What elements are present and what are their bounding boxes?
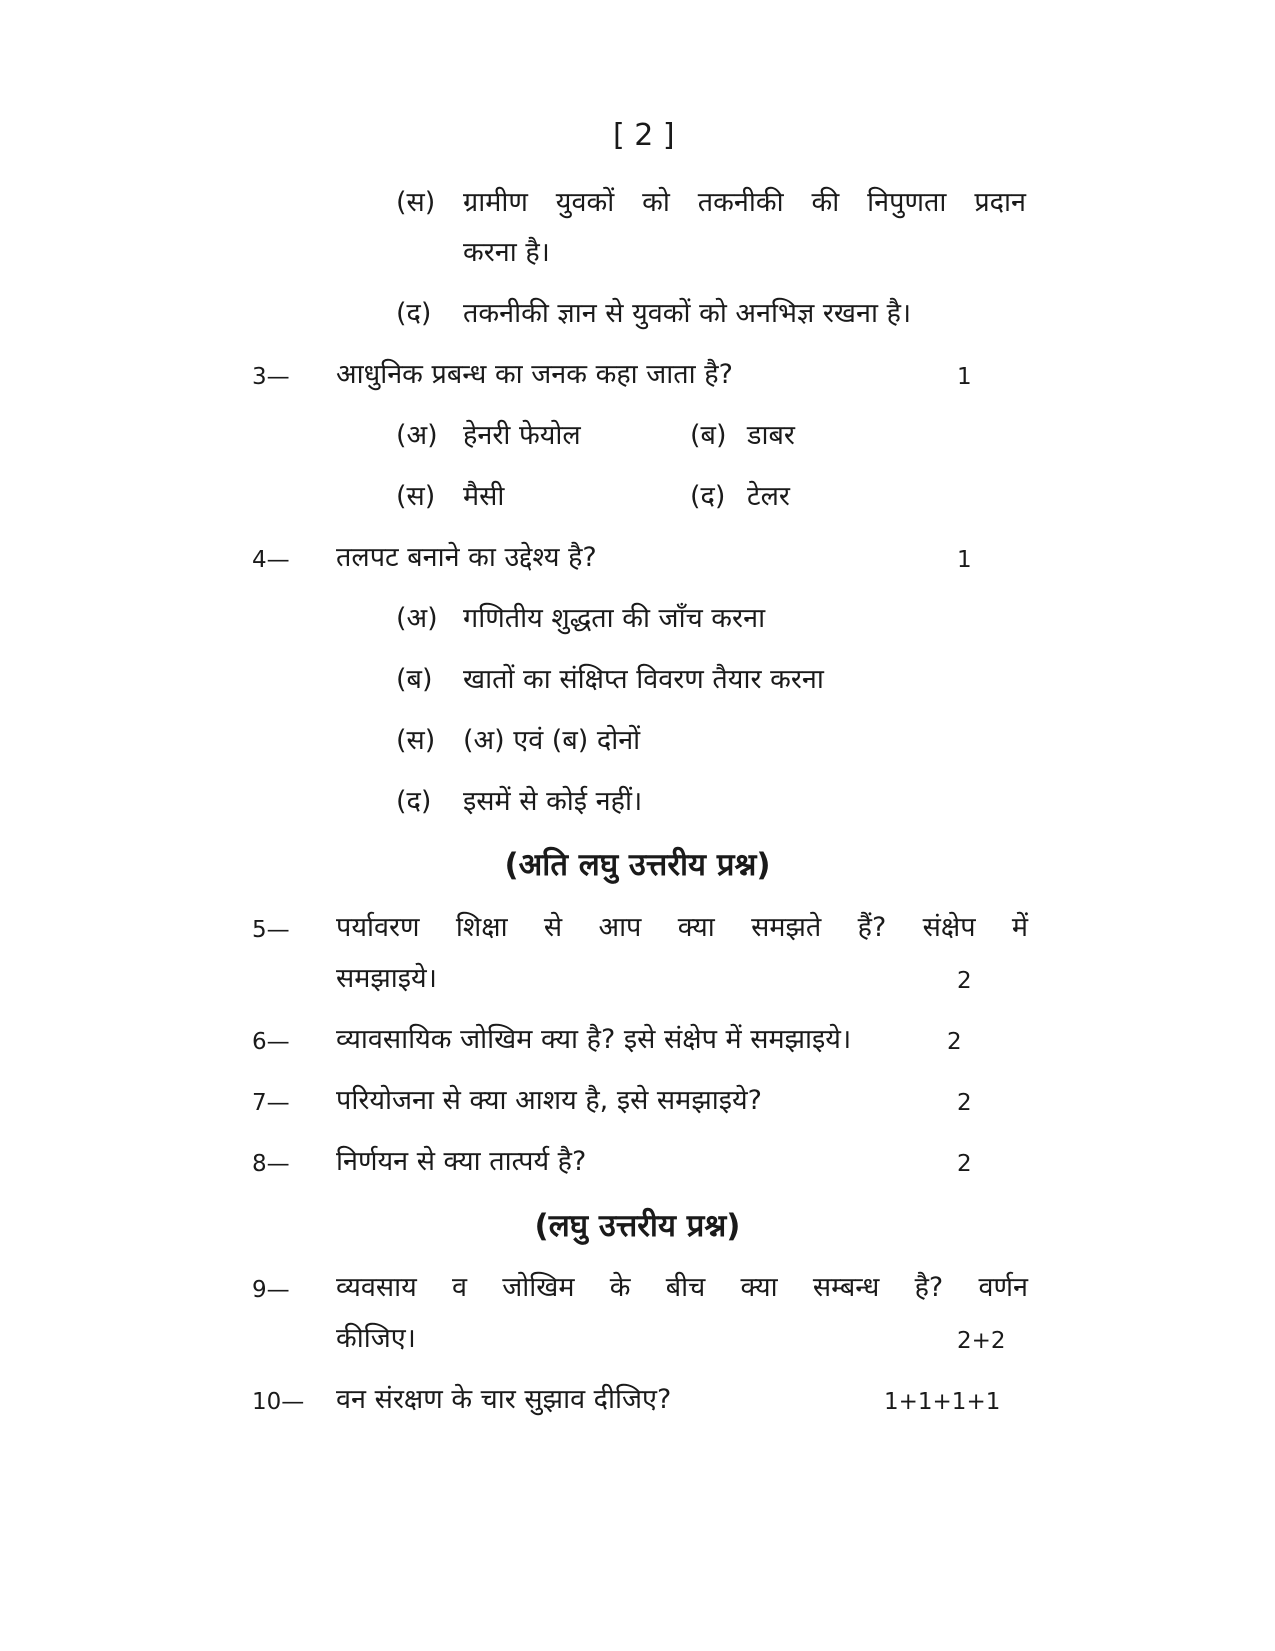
- option-text: (अ) एवं (ब) दोनों: [463, 725, 641, 756]
- question-text: निर्णयन से क्या तात्पर्य है?: [336, 1146, 587, 1177]
- option-label: (अ): [396, 420, 438, 451]
- section-heading: (लघु उत्तरीय प्रश्न): [534, 1208, 741, 1244]
- question-number: 5—: [252, 917, 290, 943]
- option-label: (ब): [690, 420, 727, 451]
- option-text: गणितीय शुद्धता की जाँच करना: [463, 603, 766, 634]
- option-text: हेनरी फेयोल: [463, 420, 581, 451]
- question-text: वन संरक्षण के चार सुझाव दीजिए?: [336, 1384, 672, 1415]
- option-label: (स): [396, 725, 436, 756]
- option-text: तकनीकी ज्ञान से युवकों को अनभिज्ञ रखना है।: [463, 298, 912, 329]
- option-label: (द): [396, 298, 432, 329]
- page-number: [ 2 ]: [613, 118, 675, 153]
- question-text: कीजिए।: [336, 1323, 416, 1354]
- question-number: 9—: [252, 1277, 290, 1303]
- question-number: 7—: [252, 1090, 290, 1116]
- question-marks: 2+2: [957, 1328, 1006, 1354]
- option-label: (स): [396, 481, 436, 512]
- option-label: (अ): [396, 603, 438, 634]
- question-marks: 2: [947, 1029, 962, 1055]
- question-text: तलपट बनाने का उद्देश्य है?: [336, 542, 597, 573]
- option-text: करना है।: [463, 237, 550, 268]
- question-marks: 1+1+1+1: [884, 1389, 1001, 1415]
- option-text: ग्रामीण युवकों को तकनीकी की निपुणता प्रदान: [463, 187, 1026, 218]
- question-number: 4—: [252, 547, 290, 573]
- question-number: 8—: [252, 1151, 290, 1177]
- section-heading: (अति लघु उत्तरीय प्रश्न): [504, 847, 771, 883]
- option-text: इसमें से कोई नहीं।: [463, 786, 643, 817]
- question-text: परियोजना से क्या आशय है, इसे समझाइये?: [336, 1085, 762, 1116]
- option-text: मैसी: [463, 481, 505, 512]
- option-text: खातों का संक्षिप्त विवरण तैयार करना: [463, 664, 824, 695]
- option-text: डाबर: [747, 420, 795, 451]
- option-label: (ब): [396, 664, 433, 695]
- question-marks: 1: [957, 547, 972, 573]
- question-marks: 2: [957, 1151, 972, 1177]
- question-text: पर्यावरण शिक्षा से आप क्या समझते हैं? संक्षेप में: [336, 912, 1028, 943]
- question-marks: 2: [957, 1090, 972, 1116]
- question-text: व्यावसायिक जोखिम क्या है? इसे संक्षेप में समझाइये।: [336, 1024, 852, 1055]
- question-number: 3—: [252, 364, 290, 390]
- option-label: (द): [690, 481, 726, 512]
- question-number: 6—: [252, 1029, 290, 1055]
- option-label: (स): [396, 187, 436, 218]
- question-marks: 2: [957, 968, 972, 994]
- question-text: व्यवसाय व जोखिम के बीच क्या सम्बन्ध है? वर्णन: [336, 1272, 1028, 1303]
- question-text: समझाइये।: [336, 963, 437, 994]
- question-number: 10—: [252, 1389, 305, 1415]
- question-text: आधुनिक प्रबन्ध का जनक कहा जाता है?: [336, 359, 733, 390]
- question-marks: 1: [957, 364, 972, 390]
- option-text: टेलर: [747, 481, 790, 512]
- option-label: (द): [396, 786, 432, 817]
